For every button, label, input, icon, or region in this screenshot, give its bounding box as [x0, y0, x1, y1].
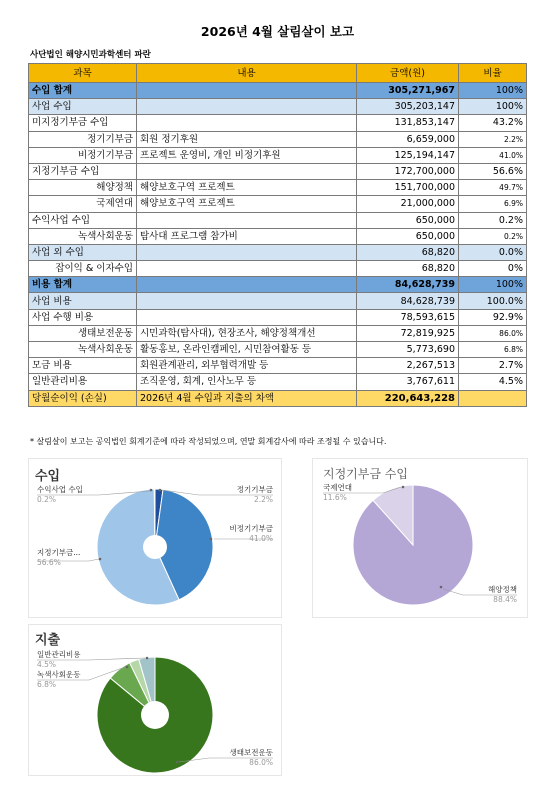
- table-row: [29, 374, 527, 390]
- table-row: [29, 342, 527, 358]
- row-ratio: 92.9%: [459, 309, 527, 325]
- row-item: 비정기기부금: [29, 147, 137, 163]
- row-ratio: 100%: [459, 99, 527, 115]
- row-content: [137, 83, 357, 99]
- slice-label: 수익사업 수입: [37, 485, 83, 494]
- row-amount: 5,773,690: [357, 342, 459, 358]
- organization-name: 사단법인 해양시민과학센터 파란: [30, 50, 151, 60]
- table-row: [29, 147, 527, 163]
- row-ratio: [459, 390, 527, 406]
- row-amount: 305,271,967: [357, 83, 459, 99]
- row-item: 녹색사회운동: [29, 342, 137, 358]
- row-amount: 6,659,000: [357, 131, 459, 147]
- row-ratio: 0%: [459, 261, 527, 277]
- row-item: 지정기부금 수입: [29, 163, 137, 179]
- pie-hole: [143, 535, 167, 559]
- row-ratio: 6.9%: [459, 196, 527, 212]
- row-ratio: 86.0%: [459, 325, 527, 341]
- row-item: 일반관리비용: [29, 374, 137, 390]
- label-dot: [126, 666, 129, 669]
- row-amount: 131,853,147: [357, 115, 459, 131]
- row-item: 잡이익 & 이자수입: [29, 261, 137, 277]
- footnote: * 살림살이 보고는 공익법인 회계기준에 따라 작성되었으며, 연말 회계감사에 따라 조정될 수 있습니다.: [30, 437, 387, 446]
- table-row: [29, 277, 527, 293]
- designated-chart-panel: [312, 458, 528, 618]
- table-row: [29, 163, 527, 179]
- row-content: 활동홍보, 온라인캠페인, 시민참여활동 등: [137, 342, 357, 358]
- row-ratio: 100%: [459, 277, 527, 293]
- slice-label: 지정기부금...: [37, 548, 81, 557]
- row-item: 정기기부금: [29, 131, 137, 147]
- slice-percent-label: 2.2%: [253, 495, 273, 504]
- row-item: 미지정기부금 수입: [29, 115, 137, 131]
- table-row: [29, 309, 527, 325]
- row-amount: 68,820: [357, 244, 459, 260]
- table-row: [29, 180, 527, 196]
- table-row: [29, 293, 527, 309]
- row-ratio: 56.6%: [459, 163, 527, 179]
- row-ratio: 0.2%: [459, 212, 527, 228]
- row-ratio: 2.7%: [459, 358, 527, 374]
- table-row: [29, 261, 527, 277]
- row-content: [137, 261, 357, 277]
- row-amount: 220,643,228: [357, 390, 459, 406]
- row-content: 프로젝트 운영비, 개인 비정기후원: [137, 147, 357, 163]
- table-row: [29, 325, 527, 341]
- table-row: [29, 196, 527, 212]
- slice-label: 정기기부금: [236, 485, 273, 494]
- table-row: [29, 83, 527, 99]
- pie-hole: [141, 701, 169, 729]
- row-content: 해양보호구역 프로젝트: [137, 180, 357, 196]
- row-ratio: 4.5%: [459, 374, 527, 390]
- row-content: 조직운영, 회계, 인사노무 등: [137, 374, 357, 390]
- row-item: 모금 비용: [29, 358, 137, 374]
- table-row: [29, 115, 527, 131]
- slice-label: 비정기기부금: [229, 524, 273, 533]
- row-amount: 3,767,611: [357, 374, 459, 390]
- expense-chart-panel: [28, 624, 282, 776]
- row-content: [137, 244, 357, 260]
- row-content: [137, 163, 357, 179]
- row-amount: 68,820: [357, 261, 459, 277]
- slice-percent-label: 86.0%: [249, 758, 273, 767]
- row-amount: 72,819,925: [357, 325, 459, 341]
- slice-percent-label: 4.5%: [37, 660, 57, 669]
- row-amount: 151,700,000: [357, 180, 459, 196]
- table-row: [29, 244, 527, 260]
- row-item: 당월순이익 (손실): [29, 390, 137, 406]
- label-dot: [440, 586, 443, 589]
- row-content: [137, 293, 357, 309]
- label-dot: [402, 486, 405, 489]
- label-dot: [159, 489, 162, 492]
- row-item: 수익사업 수입: [29, 212, 137, 228]
- designated-pie-chart: [313, 459, 527, 617]
- table-row: [29, 390, 527, 406]
- table-row: [29, 131, 527, 147]
- row-amount: 78,593,615: [357, 309, 459, 325]
- row-item: 사업 수입: [29, 99, 137, 115]
- header-content: 내용: [137, 64, 357, 83]
- row-item: 사업 비용: [29, 293, 137, 309]
- row-item: 수입 합계: [29, 83, 137, 99]
- report-title: 2026년 4월 살림살이 보고: [200, 24, 355, 39]
- expense-pie-chart: [29, 625, 281, 775]
- row-ratio: 0.0%: [459, 244, 527, 260]
- row-item: 해양정책: [29, 180, 137, 196]
- row-content: [137, 309, 357, 325]
- row-content: 회원관계관리, 외부협력개발 등: [137, 358, 357, 374]
- header-item: 과목: [29, 64, 137, 83]
- row-ratio: 100%: [459, 83, 527, 99]
- table-header-row: [29, 64, 527, 83]
- row-amount: 650,000: [357, 228, 459, 244]
- expense-chart-title: 지출: [35, 633, 61, 648]
- row-amount: 650,000: [357, 212, 459, 228]
- row-amount: 125,194,147: [357, 147, 459, 163]
- row-ratio: 41.0%: [459, 147, 527, 163]
- slice-label: 해양정책: [488, 585, 517, 594]
- label-dot: [210, 538, 213, 541]
- slice-percent-label: 11.6%: [323, 493, 347, 502]
- label-dot: [150, 489, 153, 492]
- row-amount: 172,700,000: [357, 163, 459, 179]
- row-content: 탐사대 프로그램 참가비: [137, 228, 357, 244]
- income-chart-title: 수입: [35, 469, 61, 484]
- row-ratio: 2.2%: [459, 131, 527, 147]
- row-content: 시민과학(탐사대), 현장조사, 해양정책개선: [137, 325, 357, 341]
- label-dot: [176, 761, 179, 764]
- row-amount: 2,267,513: [357, 358, 459, 374]
- row-item: 사업 외 수입: [29, 244, 137, 260]
- row-item: 비용 합계: [29, 277, 137, 293]
- table-row: [29, 358, 527, 374]
- row-content: [137, 99, 357, 115]
- header-amount: 금액(원): [357, 64, 459, 83]
- slice-percent-label: 41.0%: [249, 534, 273, 543]
- row-content: [137, 115, 357, 131]
- slice-label: 생태보전운동: [229, 748, 273, 757]
- row-item: 사업 수행 비용: [29, 309, 137, 325]
- slice-label: 녹색사회운동: [37, 670, 81, 679]
- slice-percent-label: 56.6%: [37, 558, 61, 567]
- slice-label: 일반관리비용: [37, 650, 81, 659]
- header-ratio: 비율: [459, 64, 527, 83]
- row-amount: 21,000,000: [357, 196, 459, 212]
- row-ratio: 49.7%: [459, 180, 527, 196]
- table-row: [29, 212, 527, 228]
- row-item: 녹색사회운동: [29, 228, 137, 244]
- row-ratio: 100.0%: [459, 293, 527, 309]
- slice-percent-label: 0.2%: [37, 495, 57, 504]
- slice-percent-label: 6.8%: [37, 680, 57, 689]
- row-item: 국제연대: [29, 196, 137, 212]
- row-ratio: 0.2%: [459, 228, 527, 244]
- slice-percent-label: 88.4%: [493, 595, 517, 604]
- row-amount: 305,203,147: [357, 99, 459, 115]
- label-dot: [146, 657, 149, 660]
- label-dot: [99, 558, 102, 561]
- slice-label: 국제연대: [323, 483, 352, 492]
- row-amount: 84,628,739: [357, 277, 459, 293]
- row-content: [137, 277, 357, 293]
- income-chart-panel: [28, 458, 282, 618]
- row-ratio: 43.2%: [459, 115, 527, 131]
- row-content: 2026년 4월 수입과 지출의 차액: [137, 390, 357, 406]
- row-content: 해양보호구역 프로젝트: [137, 196, 357, 212]
- row-content: 회원 정기후원: [137, 131, 357, 147]
- table-row: [29, 99, 527, 115]
- income-pie-chart: [29, 459, 281, 617]
- table-row: [29, 228, 527, 244]
- row-content: [137, 212, 357, 228]
- finance-table: [28, 63, 527, 407]
- designated-chart-title: 지정기부금 수입: [323, 467, 408, 481]
- table-body: [29, 83, 527, 407]
- row-item: 생태보전운동: [29, 325, 137, 341]
- row-ratio: 6.8%: [459, 342, 527, 358]
- row-amount: 84,628,739: [357, 293, 459, 309]
